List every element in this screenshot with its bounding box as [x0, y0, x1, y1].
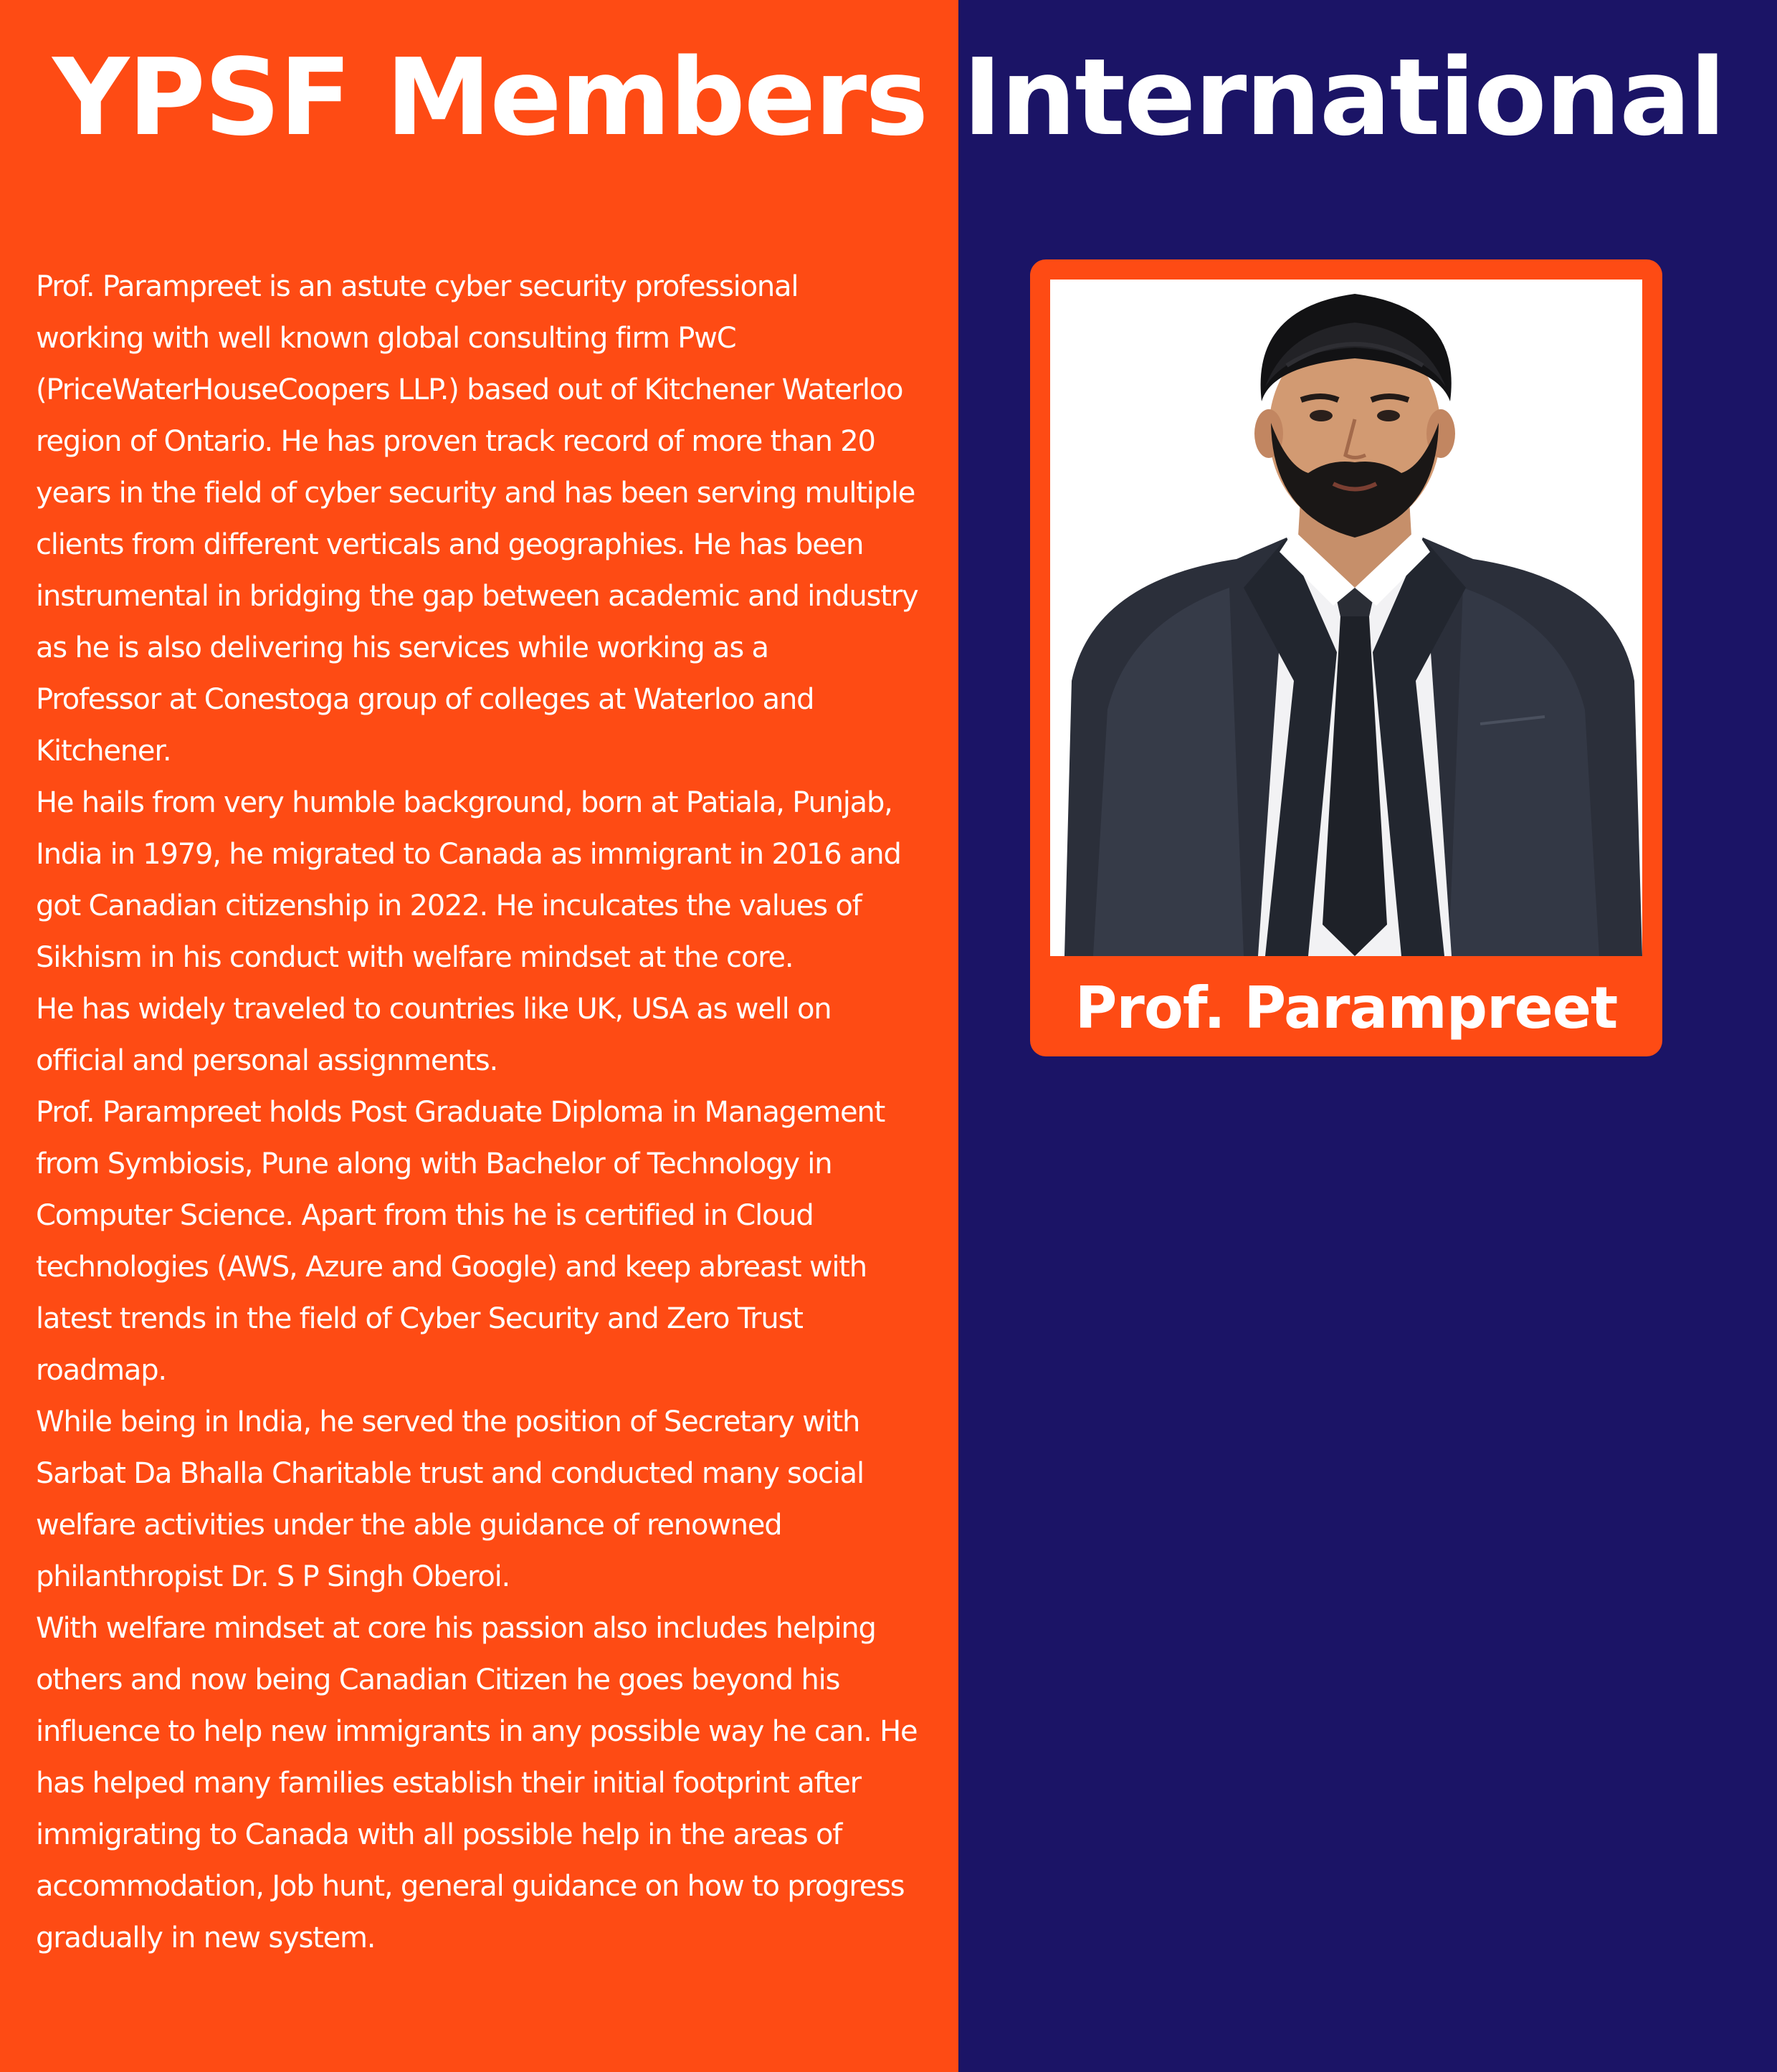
profile-photo — [1050, 280, 1642, 956]
bio-paragraph-4: Prof. Parampreet holds Post Graduate Diploma in Management from Symbiosis, Pune along with Bachelor of Technology in Computer Science. Apart from this he is certified in Cloud technologies (AWS, Azure and Google) and keep abreast with latest trends in the field of Cyber Security and Zero Trust roadmap. — [36, 1096, 885, 1387]
bio-paragraph-1: Prof. Parampreet is an astute cyber security professional working with well known global consulting firm PwC (PriceWaterHouseCoopers LLP.) based out of Kitchener Waterloo region of Ontario. He has proven track record of more than 20 years in the field of cyber security and has been serving multiple clients from different verticals and geographies. He has been instrumental in bridging the gap between academic and industry as he is also delivering his services while working as a Professor at Conestoga group of colleges at Waterloo and Kitchener. — [36, 270, 918, 768]
bio-paragraph-5: While being in India, he served the position of Secretary with Sarbat Da Bhalla Charitable trust and conducted many social welfare activities under the able guidance of renowned philanthropist Dr. S P Singh Oberoi. — [36, 1405, 864, 1593]
bio-paragraph-6: With welfare mindset at core his passion also includes helping others and now being Canadian Citizen he goes beyond his influence to help new immigrants in any possible way he can. He has helped many families establish their initial footprint after immigrating to Canada with all possible help in the areas of accommodation, Job hunt, general guidance on how to progress gradually in new system. — [36, 1612, 918, 1954]
bio-paragraph-2: He hails from very humble background, born at Patiala, Punjab, India in 1979, he migrated to Canada as immigrant in 2016 and got Canadian citizenship in 2022. He inculcates the values of Sikhism in his conduct with welfare mindset at the core. — [36, 786, 901, 974]
page-title: YPSF Members International — [52, 36, 1725, 159]
profile-name-label: Prof. Parampreet — [1075, 975, 1618, 1041]
biography-text — [36, 261, 950, 1964]
portrait-illustration — [1050, 280, 1642, 956]
bio-paragraph-3: He has widely traveled to countries like UK, USA as well on official and personal assignments. — [36, 993, 832, 1077]
profile-photo-card — [1030, 259, 1662, 1056]
